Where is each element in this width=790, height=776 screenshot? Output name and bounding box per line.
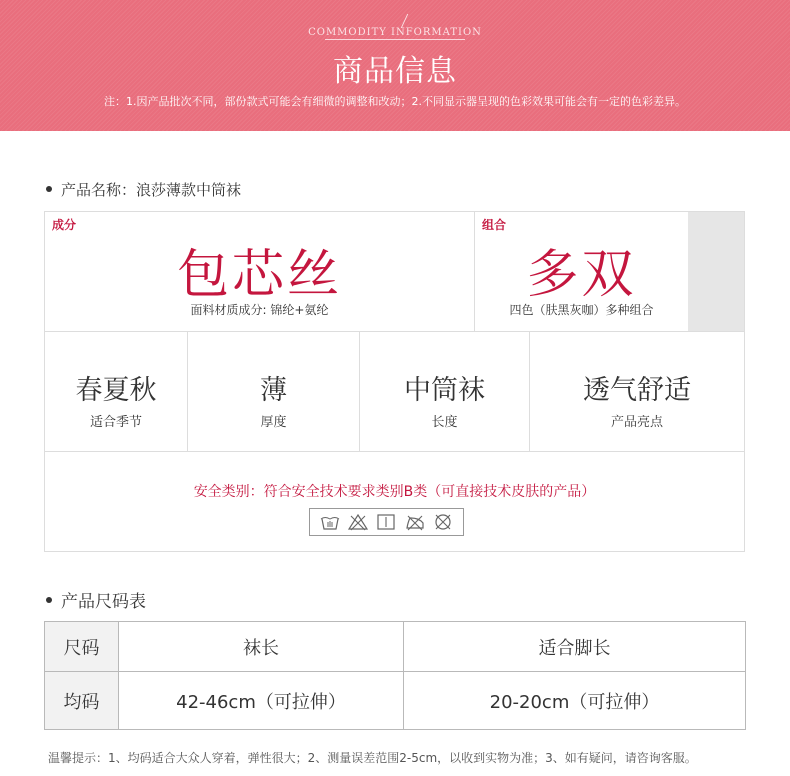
attribute-label: 适合季节 <box>89 415 142 430</box>
size-cell: 均码 <box>45 672 119 730</box>
attribute-value: 中筒袜 <box>404 375 485 406</box>
table-row <box>45 672 746 730</box>
composition-cell <box>44 211 475 332</box>
attribute-cell <box>187 331 360 452</box>
sock-length-cell: 42-46cm（可拉伸） <box>119 672 404 730</box>
banner-flag-decoration <box>401 14 417 28</box>
banner-note: 注：1.因产品批次不同，部份款式可能会有细微的调整和改动；2.不同显示器呈现的色彩效果可能会有一定的色彩差异。 <box>104 95 686 108</box>
combo-note: 四色（肤黑灰咖）多种组合 <box>509 303 654 317</box>
size-table <box>44 621 746 730</box>
no-iron-icon <box>405 513 425 531</box>
size-chart-heading <box>46 587 146 612</box>
size-header-cell: 尺码 <box>45 622 119 672</box>
combo-value: 多双 <box>526 245 637 305</box>
foot-length-cell: 20-20cm（可拉伸） <box>404 672 746 730</box>
product-name-heading <box>46 179 241 200</box>
no-dry-clean-icon <box>433 513 453 531</box>
banner-title: 商品信息 <box>333 54 457 89</box>
care-symbols <box>309 508 464 536</box>
attribute-value: 薄 <box>260 375 287 406</box>
composition-tag: 成分 <box>52 218 77 232</box>
attribute-value: 透气舒适 <box>583 375 691 406</box>
hand-wash-icon <box>320 513 340 531</box>
composition-value: 包芯丝 <box>176 245 342 305</box>
attribute-label: 产品亮点 <box>610 415 663 430</box>
header-banner <box>0 0 790 131</box>
safety-text: 安全类别：符合安全技术要求类别B类（可直接技术皮肤的产品） <box>193 484 596 500</box>
attribute-label: 长度 <box>431 415 458 430</box>
foot-length-header-cell: 适合脚长 <box>404 622 746 672</box>
bullet-icon <box>46 186 52 192</box>
attribute-cell <box>44 331 188 452</box>
length-header-cell: 袜长 <box>119 622 404 672</box>
attribute-value: 春夏秋 <box>75 375 157 406</box>
product-name-text: 产品名称：浪莎薄款中筒袜 <box>61 181 242 199</box>
bullet-icon <box>46 597 52 603</box>
attribute-label: 厚度 <box>260 415 287 430</box>
attribute-cell <box>359 331 530 452</box>
composition-note: 面料材质成分: 锦纶+氨纶 <box>190 303 329 317</box>
footnote-text: 温馨提示：1、均码适合大众人穿着，弹性很大；2、测量误差范围2-5cm，以收到实物为准；3、如有疑问，请咨询客服。 <box>48 751 697 765</box>
tumble-dry-icon <box>376 513 396 531</box>
safety-cell <box>44 451 745 552</box>
size-chart-title: 产品尺码表 <box>61 592 146 612</box>
attribute-cell <box>529 331 745 452</box>
size-table-header-row <box>45 622 746 672</box>
banner-subtitle: COMMODITY INFORMATION <box>308 27 482 38</box>
no-bleach-icon <box>348 513 368 531</box>
combo-gray-strip <box>688 212 744 331</box>
combo-cell <box>474 211 745 332</box>
combo-tag: 组合 <box>482 218 507 232</box>
banner-divider <box>325 39 465 40</box>
